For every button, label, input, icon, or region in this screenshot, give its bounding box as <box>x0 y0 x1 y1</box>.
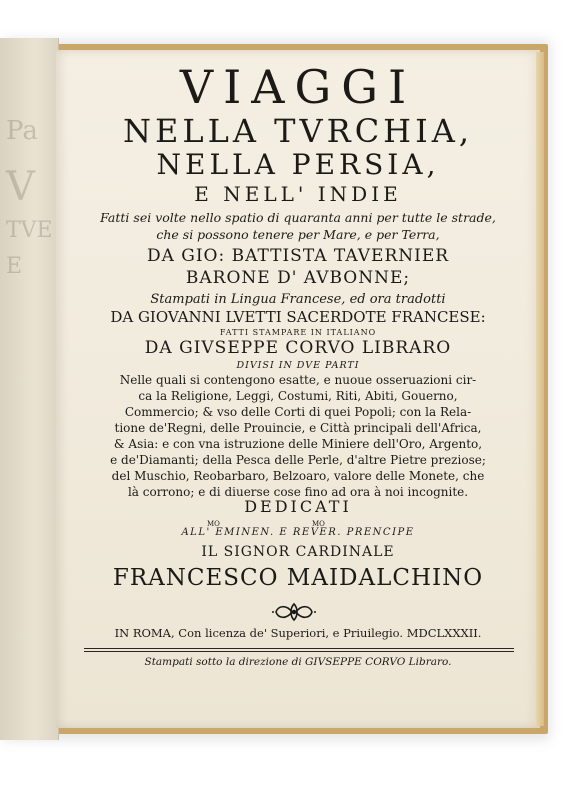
facing-page <box>0 38 59 740</box>
imprint-line: IN ROMA, Con licenza de' Superiori, e Priuilegio. MDCLXXXII. <box>114 626 482 640</box>
title-persia: NELLA PERSIA, <box>156 148 440 181</box>
divisi-line: DIVISI IN DVE PARTI <box>236 360 360 371</box>
title-viaggi: VIAGGI <box>179 60 417 114</box>
printing-line-1: Stampati in Lingua Francese, ed ora tradotti <box>150 292 446 307</box>
description-line-3: Commercio; & vso delle Corti di quei Popoli; con la Rela- <box>124 405 472 419</box>
translator-line: DA GIOVANNI LVETTI SACERDOTE FRANCESE: <box>110 308 486 326</box>
author-line-1: DA GIO: BATTISTA TAVERNIER <box>146 246 450 266</box>
imprint-rule <box>84 648 514 649</box>
description-line-1: Nelle quali si contengono esatte, e nuoue osseruazioni cir- <box>119 373 477 387</box>
description-line-8: là corrono; e di diuerse cose fino ad ora à noi incognite. <box>127 485 469 499</box>
superscript-mo-1: MO <box>207 520 220 528</box>
dedication-eminen: ALL' EMINEN. E REVER. PRENCIPE <box>181 527 415 538</box>
dedication-cardinale: IL SIGNOR CARDINALE <box>201 544 395 560</box>
dedication-name: FRANCESCO MAIDALCHINO <box>112 565 484 591</box>
printer-line: Stampati sotto la direzione di GIVSEPPE CORVO Libraro. <box>144 656 452 668</box>
subtitle-line-1: Fatti sei volte nello spatio di quaranta anni per tutte le strade, <box>100 210 496 225</box>
printing-line-3: FATTI STAMPARE IN ITALIANO <box>219 328 377 337</box>
subtitle-line-2: che si possono tenere per Mare, e per Terra, <box>156 227 440 242</box>
printer-ornament-icon <box>270 600 318 624</box>
title-indie: E NELL' INDIE <box>194 182 402 206</box>
description-line-5: & Asia: e con vna istruzione delle Miniere dell'Oro, Argento, <box>113 437 483 451</box>
ghost-text-2: V <box>6 164 35 210</box>
ghost-text-4: E <box>6 254 23 279</box>
description-line-4: tione de'Regni, delle Prouincie, e Città principali dell'Africa, <box>114 421 482 435</box>
author-line-2: BARONE D' AVBONNE; <box>185 268 411 288</box>
ghost-text-1: Pa <box>6 116 38 146</box>
dedicati-heading: DEDICATI <box>244 497 352 516</box>
description-line-7: del Muschio, Reobarbaro, Belzoaro, valore delle Monete, che <box>111 469 485 483</box>
ghost-text-3: TVE <box>6 218 53 243</box>
description-line-2: ca la Religione, Leggi, Costumi, Riti, Abiti, Gouerno, <box>138 389 458 403</box>
publisher-line: DA GIVSEPPE CORVO LIBRARO <box>144 338 452 358</box>
description-line-6: e de'Diamanti; della Pesca delle Perle, d'altre Pietre preziose; <box>110 453 486 467</box>
superscript-mo-2: MO <box>312 520 325 528</box>
title-turchia: NELLA TVRCHIA, <box>123 112 473 150</box>
imprint-rule-thin <box>84 651 514 652</box>
